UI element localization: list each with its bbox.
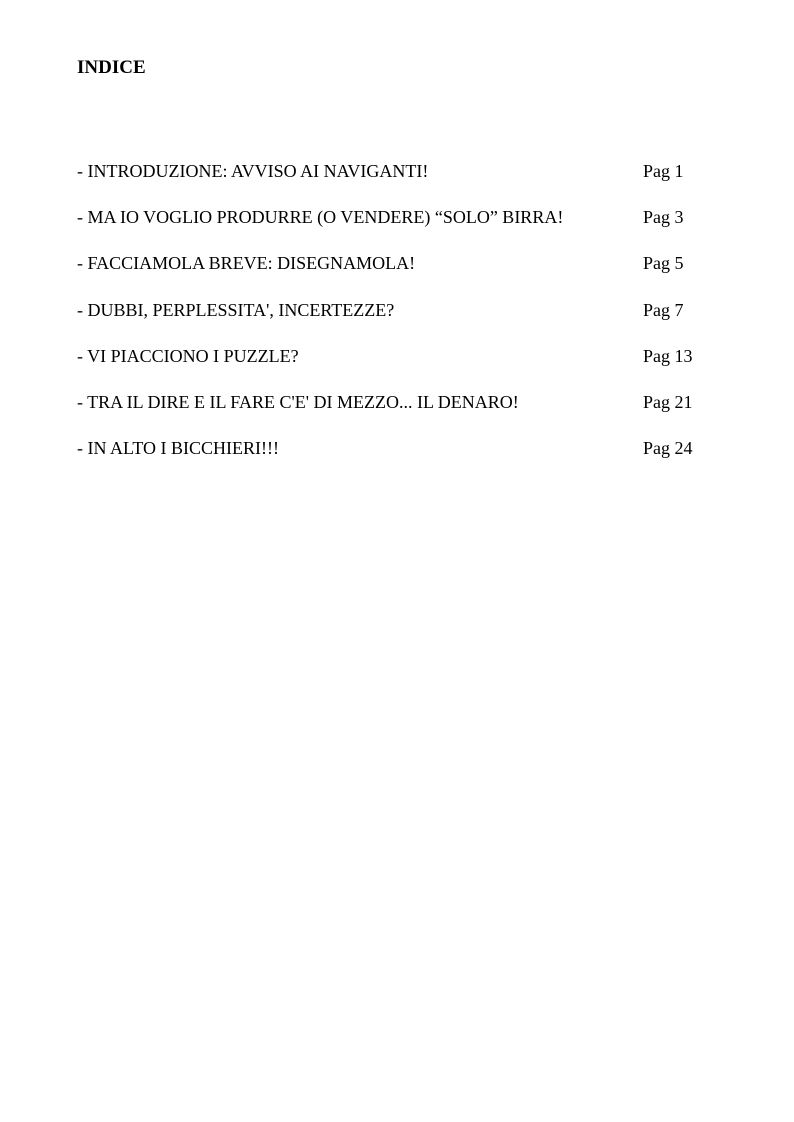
toc-entry <box>77 206 717 252</box>
toc-entry <box>77 391 717 437</box>
table-of-contents <box>77 160 717 483</box>
toc-entry <box>77 160 717 206</box>
toc-entry-page: Pag 13 <box>643 345 693 366</box>
toc-entry-page: Pag 3 <box>643 207 684 228</box>
toc-entry-page: Pag 7 <box>643 299 684 320</box>
toc-entry-title: - FACCIAMOLA BREVE: DISEGNAMOLA! <box>77 253 416 274</box>
toc-entry-page: Pag 5 <box>643 253 684 274</box>
toc-entry <box>77 252 717 298</box>
toc-entry <box>77 437 717 483</box>
toc-entry-title: - INTRODUZIONE: AVVISO AI NAVIGANTI! <box>77 161 429 181</box>
toc-entry-title: - TRA IL DIRE E IL FARE C'E' DI MEZZO... IL DENARO! <box>77 391 519 412</box>
toc-entry <box>77 299 717 345</box>
toc-entry-title: - DUBBI, PERPLESSITA', INCERTEZZE? <box>77 299 395 320</box>
toc-entry-title: - IN ALTO I BICCHIERI!!! <box>77 438 279 459</box>
toc-entry-title: - VI PIACCIONO I PUZZLE? <box>77 345 299 366</box>
toc-entry-title: - MA IO VOGLIO PRODURRE (O VENDERE) “SOLO” BIRRA! <box>77 207 564 228</box>
toc-entry-page: Pag 24 <box>643 438 693 459</box>
toc-entry-page: Pag 1 <box>643 161 684 181</box>
toc-entry <box>77 345 717 391</box>
page-title: INDICE <box>77 57 146 78</box>
toc-entry-page: Pag 21 <box>643 391 693 412</box>
